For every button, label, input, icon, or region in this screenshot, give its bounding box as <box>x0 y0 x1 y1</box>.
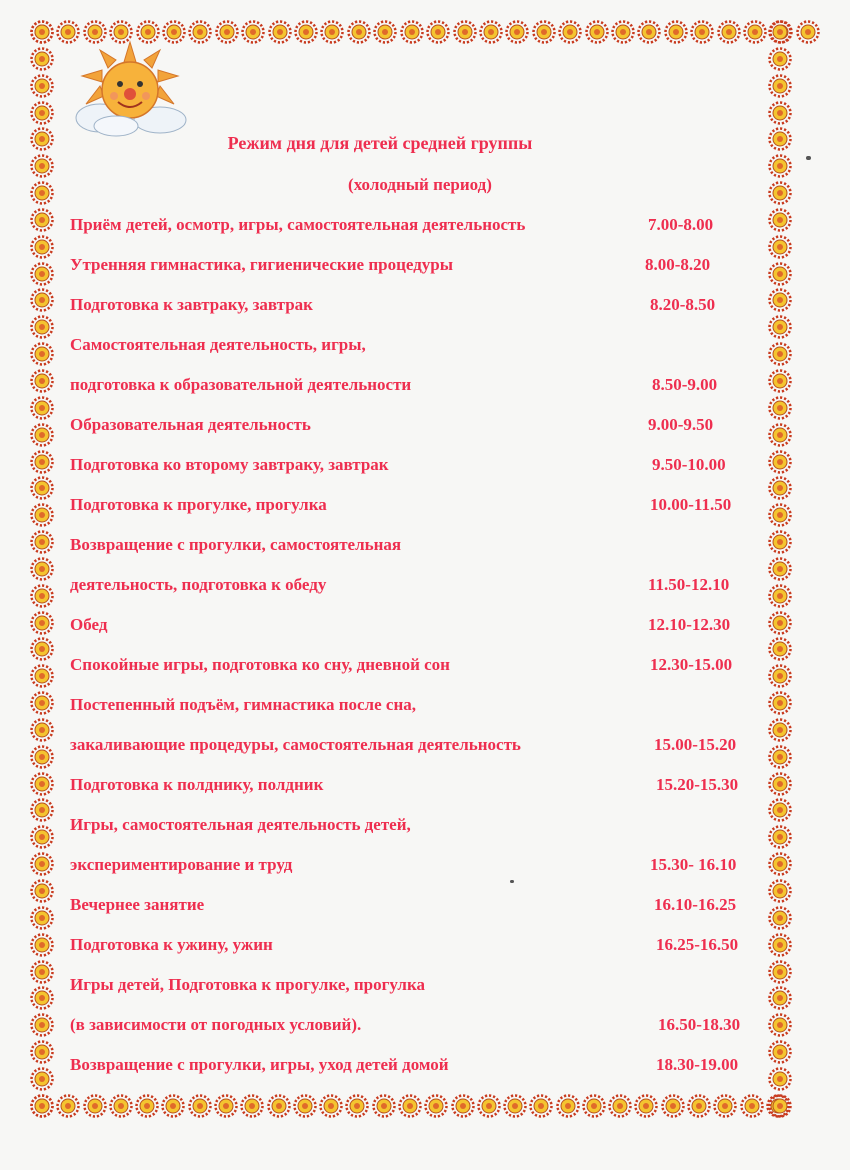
sun-border-icon <box>426 20 450 44</box>
time-range: 8.50-9.00 <box>652 375 718 394</box>
activity-text: Возвращение с прогулки, игры, уход детей домой <box>70 1055 449 1074</box>
schedule-row <box>0 1015 850 1039</box>
activity-text: Подготовка к полднику, полдник <box>70 775 324 794</box>
sun-border-icon <box>320 20 344 44</box>
sun-border-icon <box>268 20 292 44</box>
activity-text: Вечернее занятие <box>70 895 205 914</box>
sun-border-icon <box>477 1094 501 1118</box>
sun-border-icon <box>188 20 212 44</box>
sun-border-icon <box>768 74 792 98</box>
activity-text: подготовка к образовательной деятельности <box>70 375 412 394</box>
sun-border-icon <box>372 1094 396 1118</box>
sun-border-icon <box>109 1094 133 1118</box>
sun-border-icon <box>743 20 767 44</box>
activity-text: закаливающие процедуры, самостоятельная деятельность <box>70 735 521 754</box>
sun-border-icon <box>687 1094 711 1118</box>
activity-text: экспериментирование и труд <box>70 855 293 874</box>
sun-border-icon <box>505 20 529 44</box>
scan-speck <box>510 880 514 883</box>
sun-border-icon <box>634 1094 658 1118</box>
activity-text: Утренняя гимнастика, гигиенические процедуры <box>70 255 454 274</box>
activity-text: Спокойные игры, подготовка ко сну, дневной сон <box>70 655 450 674</box>
schedule-row <box>0 1055 850 1079</box>
sun-border-icon <box>479 20 503 44</box>
sun-border-icon <box>796 20 820 44</box>
sun-border-icon <box>400 20 424 44</box>
sun-border-icon <box>768 127 792 151</box>
sun-border-icon <box>532 20 556 44</box>
schedule-row <box>0 695 850 719</box>
schedule-row <box>0 375 850 399</box>
activity-text: Обед <box>70 615 108 634</box>
sun-border-icon <box>373 20 397 44</box>
activity-text: Образовательная деятельность <box>70 415 311 434</box>
sun-border-icon <box>690 20 714 44</box>
schedule-row <box>0 735 850 759</box>
schedule-row <box>0 775 850 799</box>
schedule-row <box>0 975 850 999</box>
sun-border-icon <box>585 20 609 44</box>
time-range: 15.20-15.30 <box>656 775 739 794</box>
sun-border-icon <box>241 20 265 44</box>
sun-border-icon <box>30 101 54 125</box>
sun-border-icon <box>558 20 582 44</box>
time-range: 12.10-12.30 <box>648 615 731 634</box>
activity-text: Подготовка к прогулке, прогулка <box>70 495 327 514</box>
sun-border-icon <box>713 1094 737 1118</box>
sun-border-icon <box>398 1094 422 1118</box>
sun-border-icon <box>740 1094 764 1118</box>
schedule-row <box>0 935 850 959</box>
activity-text: Приём детей, осмотр, игры, самостоятельная деятельность <box>70 215 526 234</box>
schedule-row <box>0 535 850 559</box>
sun-border-icon <box>30 74 54 98</box>
time-range: 16.50-18.30 <box>658 1015 741 1034</box>
activity-text: (в зависимости от погодных условий). <box>70 1015 362 1034</box>
page-title: Режим дня для детей средней группы <box>227 133 533 153</box>
time-range: 8.00-8.20 <box>645 255 711 274</box>
sun-border-icon <box>768 20 792 44</box>
schedule-row <box>0 255 850 279</box>
schedule-row <box>0 335 850 359</box>
scan-speck <box>806 156 811 160</box>
sun-border-icon <box>768 47 792 71</box>
time-range: 11.50-12.10 <box>648 575 730 594</box>
sun-border-icon <box>768 101 792 125</box>
sun-border-icon <box>293 1094 317 1118</box>
activity-text: Возвращение с прогулки, самостоятельная <box>70 535 402 554</box>
activity-text: Постепенный подъём, гимнастика после сна, <box>70 695 416 714</box>
sun-border-icon <box>453 20 477 44</box>
sun-border-icon <box>768 1094 792 1118</box>
time-range: 12.30-15.00 <box>650 655 733 674</box>
sun-border-icon <box>240 1094 264 1118</box>
schedule-row <box>0 615 850 639</box>
sun-border-icon <box>451 1094 475 1118</box>
sun-border-icon <box>188 1094 212 1118</box>
activity-text: Самостоятельная деятельность, игры, <box>70 335 366 354</box>
time-range: 16.10-16.25 <box>654 895 737 914</box>
schedule-row <box>0 815 850 839</box>
schedule-row <box>0 215 850 239</box>
sun-border-icon <box>347 20 371 44</box>
sun-border-icon <box>30 20 54 44</box>
sun-border-icon <box>664 20 688 44</box>
time-range: 9.50-10.00 <box>652 455 726 474</box>
activity-text: Подготовка к ужину, ужин <box>70 935 273 954</box>
schedule-row <box>0 455 850 479</box>
page-subtitle: (холодный период) <box>348 175 492 194</box>
sun-border-icon <box>319 1094 343 1118</box>
bottom-sun-border <box>30 1094 790 1118</box>
activity-text: Подготовка ко второму завтраку, завтрак <box>70 455 389 474</box>
sun-border-icon <box>424 1094 448 1118</box>
schedule-row <box>0 895 850 919</box>
time-range: 10.00-11.50 <box>650 495 732 514</box>
sun-border-icon <box>135 1094 159 1118</box>
sun-border-icon <box>267 1094 291 1118</box>
sun-border-icon <box>215 20 239 44</box>
sun-border-icon <box>214 1094 238 1118</box>
time-range: 8.20-8.50 <box>650 295 716 314</box>
sun-border-icon <box>294 20 318 44</box>
schedule-row <box>0 575 850 599</box>
time-range: 18.30-19.00 <box>656 1055 739 1074</box>
sun-border-icon <box>30 1094 54 1118</box>
sun-border-icon <box>611 20 635 44</box>
schedule-row <box>0 495 850 519</box>
sun-border-icon <box>717 20 741 44</box>
time-range: 7.00-8.00 <box>648 215 714 234</box>
sun-border-icon <box>637 20 661 44</box>
schedule-row <box>0 855 850 879</box>
sun-border-icon <box>503 1094 527 1118</box>
schedule-row <box>0 655 850 679</box>
schedule-row <box>0 295 850 319</box>
activity-text: Игры, самостоятельная деятельность детей, <box>70 815 411 834</box>
sun-border-icon <box>161 1094 185 1118</box>
activity-text: Игры детей, Подготовка к прогулке, прогулка <box>70 975 425 994</box>
sun-border-icon <box>661 1094 685 1118</box>
activity-text: деятельность, подготовка к обеду <box>70 575 327 594</box>
sun-border-icon <box>30 47 54 71</box>
time-range: 15.00-15.20 <box>654 735 737 754</box>
time-range: 15.30- 16.10 <box>650 855 737 874</box>
time-range: 9.00-9.50 <box>648 415 714 434</box>
schedule-row <box>0 415 850 439</box>
sun-border-icon <box>582 1094 606 1118</box>
time-range: 16.25-16.50 <box>656 935 739 954</box>
sun-border-icon <box>56 1094 80 1118</box>
sun-mascot-icon <box>70 40 190 140</box>
sun-border-icon <box>345 1094 369 1118</box>
activity-text: Подготовка к завтраку, завтрак <box>70 295 313 314</box>
sun-border-icon <box>83 1094 107 1118</box>
sun-border-icon <box>608 1094 632 1118</box>
sun-border-icon <box>529 1094 553 1118</box>
sun-border-icon <box>556 1094 580 1118</box>
